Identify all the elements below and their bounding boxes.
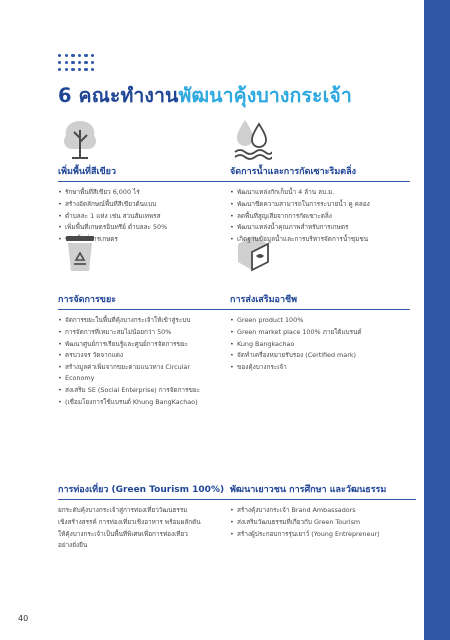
tree-icon [60, 118, 100, 162]
list-item: • Kung Bangkachao [230, 339, 410, 351]
paragraph-line: ยกระดับคุ้งบางกระเจ้าสู่การท่องเที่ยววัฒนธรรม [58, 506, 188, 515]
section-divider [230, 499, 416, 500]
list-item: • ครบวงจร วัดจากแดง [58, 350, 230, 362]
dot [91, 68, 94, 71]
bullet-list [230, 505, 416, 540]
dot [78, 61, 81, 64]
list-item: • พัฒนาแหล่งน้ำคุณภาพสำหรับการเกษตร [230, 222, 410, 234]
dot [71, 54, 74, 57]
dot [71, 61, 74, 64]
list-item: • พัฒนาขีดความสามารถในการระบายน้ำ คู คลอง [230, 199, 410, 211]
bullet-list [230, 315, 410, 373]
list-item: • การจัดการที่เหมาะสมไม่น้อยกว่า 50% [58, 327, 230, 339]
section-title: การท่องเที่ยว (Green Tourism 100%) [58, 485, 225, 495]
bullet-list [58, 187, 230, 245]
list-item: • ส่งเสริม SE (Social Enterprise) การจัดการขยะ [58, 385, 230, 397]
section-youth [230, 482, 416, 540]
water-drops-icon [232, 116, 272, 160]
list-item: • เกิดฐานข้อมูลน้ำและการบริหารจัดการน้ำชุมชน [230, 234, 410, 246]
list-item: • Green market place 100% ภายใต้แบรนด์ [230, 327, 410, 339]
dot [84, 61, 87, 64]
title-prefix: 6 คณะทำงาน [58, 84, 179, 107]
title-accent: พัฒนาคุ้งบางกระเจ้า [178, 84, 352, 107]
list-item: • ลดพื้นที่สูญเสียจากการกัดเซาะตลิ่ง [230, 211, 410, 223]
paragraph-line: เชิงสร้างสรรค์ การท่องเที่ยวเชิงอาหาร พร้อมผลักดัน [58, 517, 201, 526]
right-edge-bar [424, 0, 450, 640]
paragraph-line: อย่างยั่งยืน [58, 541, 88, 550]
section-divider [58, 499, 230, 500]
dot [58, 54, 61, 57]
list-item: • จัดการขยะในพื้นที่คุ้งบางกระเจ้าให้เข้าสู่ระบบ [58, 315, 230, 327]
list-item: • (เชื่อมโยงการใช้แบรนด์ Khung BangKachao) [58, 397, 230, 409]
list-item: • ส่งเสริมวัฒนธรรมที่เกี่ยวกับ Green Tourism [230, 517, 416, 529]
list-item: • สร้างคุ้งบางกระเจ้า Brand Ambassadors [230, 505, 416, 517]
list-item: • ของพื้นที่การเกษตร [58, 234, 230, 246]
list-item: • สร้างมูลค่าเพิ่มจากขยะตามแนวทาง Circular [58, 362, 230, 374]
decorative-dot-grid [58, 54, 98, 76]
list-item: • Green product 100% [230, 315, 410, 327]
dot [91, 54, 94, 57]
list-item: • Economy [58, 373, 230, 385]
list-item: • สร้างผู้ประกอบการรุ่นเยาว์ (Young Entrepreneur) [230, 529, 416, 541]
section-career [230, 292, 410, 373]
section-waste [58, 292, 230, 408]
section-title: เพิ่มพื้นที่สีเขียว [58, 167, 117, 177]
section-title: การจัดการขยะ [58, 295, 117, 305]
dot [65, 61, 68, 64]
section-divider [58, 309, 230, 310]
section-divider [230, 181, 410, 182]
dot [84, 68, 87, 71]
list-item: • พัฒนาแหล่งกักเก็บน้ำ 4 ล้าน ลบ.ม. [230, 187, 410, 199]
dot [65, 54, 68, 57]
paragraph-line: ให้คุ้งบางกระเจ้าเป็นพื้นที่พิเศษเพื่อการท่องเที่ยว [58, 529, 188, 538]
dot [58, 61, 61, 64]
bullet-list [230, 187, 410, 245]
list-item: • จัดทำเครื่องหมายรับรอง (Certified mark) [230, 350, 410, 362]
section-green-area [58, 164, 230, 245]
section-divider [58, 181, 230, 182]
dot [78, 54, 81, 57]
dot [91, 61, 94, 64]
section-water [230, 164, 410, 245]
list-item: • ของคุ้งบางกระเจ้า [230, 362, 410, 374]
section-title: จัดการน้ำและการกัดเซาะริมตลิ่ง [230, 167, 357, 177]
dot [65, 68, 68, 71]
dot [58, 68, 61, 71]
list-item: • พัฒนาศูนย์การเรียนรู้และศูนย์การจัดการขยะ [58, 339, 230, 351]
page-number: 40 [18, 614, 29, 623]
list-item: • สร้างอัตลักษณ์พื้นที่สีเขียวต้นแบบ [58, 199, 230, 211]
list-item: • รักษาพื้นที่สีเขียว 6,000 ไร่ [58, 187, 230, 199]
dot [71, 68, 74, 71]
page-title [58, 80, 352, 111]
section-title: การส่งเสริมอาชีพ [230, 295, 298, 305]
list-item: • ตำบลละ 1 แห่ง เช่น สวนส้มเทพรส [58, 211, 230, 223]
section-divider [230, 309, 410, 310]
dot [78, 68, 81, 71]
dot [84, 54, 87, 57]
list-item: • เพิ่มพื้นที่เกษตรอินทรีย์ ตำบลละ 50% [58, 222, 230, 234]
bullet-list [58, 315, 230, 408]
section-tourism [58, 482, 230, 552]
section-title: พัฒนาเยาวชน การศึกษา และวัฒนธรรม [230, 485, 387, 495]
